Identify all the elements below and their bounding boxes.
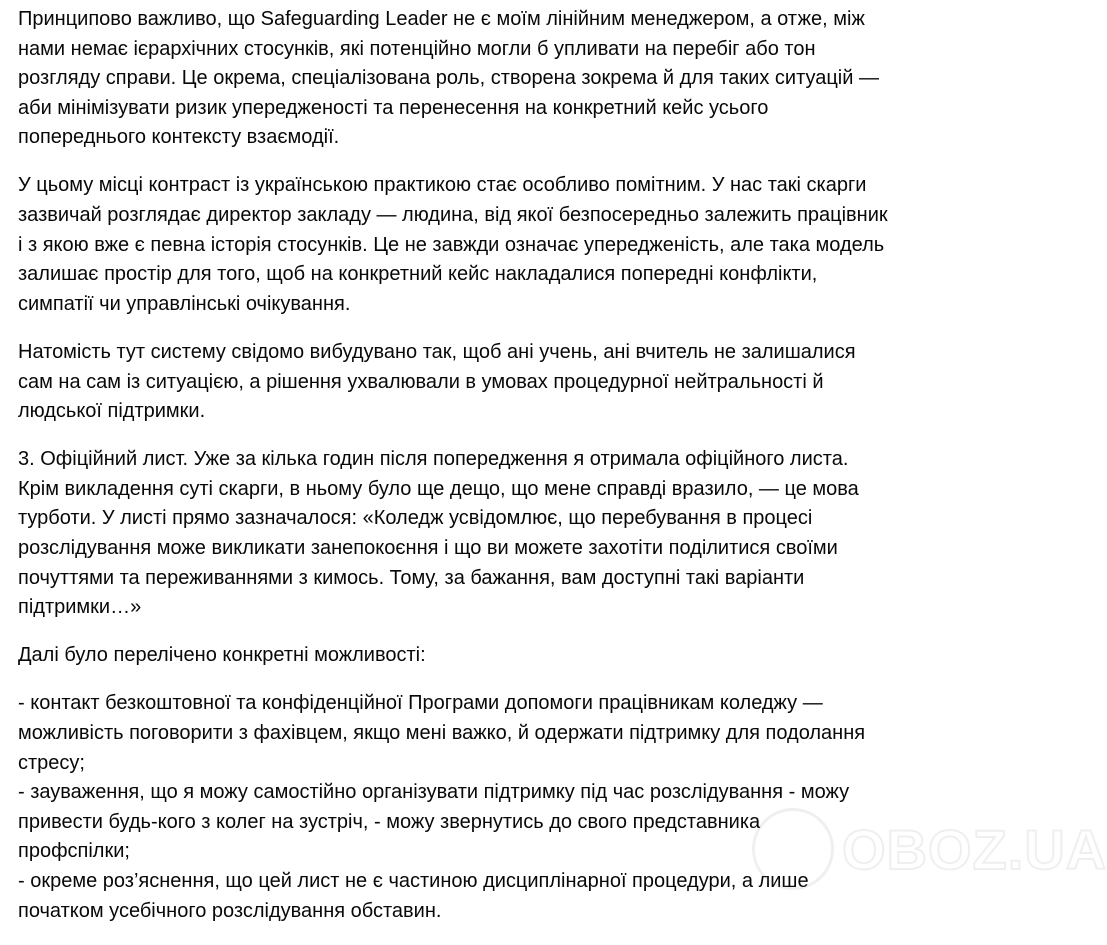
text-line: розгляду справи. Це окрема, спеціалізована роль, створена зокрема й для таких ситуацій — xyxy=(18,67,879,90)
text-line: У цьому місці контраст із українською практикою стає особливо помітним. У нас такі скарги xyxy=(18,174,867,197)
text-line: Крім викладення суті скарги, в ньому було ще дещо, що мене справді вразило, — це мова xyxy=(18,477,859,500)
text-line: підтримки…» xyxy=(18,596,142,619)
text-line: стресу; xyxy=(18,751,85,774)
text-line: 3. Офіційний лист. Уже за кілька годин після попередження я отримала офіційного листа. xyxy=(18,448,849,471)
paragraph xyxy=(18,689,1038,926)
paragraph xyxy=(18,641,1038,671)
paragraph xyxy=(18,338,1038,427)
text-line: привести будь-кого з колег на зустріч, - можу звернутись до свого представника xyxy=(18,810,761,833)
text-line: симпатії чи управлінські очікування. xyxy=(18,292,351,315)
text-line: Натомість тут систему свідомо вибудувано так, щоб ані учень, ані вчитель не залишалися xyxy=(18,340,856,363)
text-line: і з якою вже є певна історія стосунків. Це не завжди означає упередженість, але така модель xyxy=(18,233,885,256)
text-line: залишає простір для того, щоб на конкретний кейс накладалися попередні конфлікти, xyxy=(18,263,818,286)
text-line: - зауваження, що я можу самостійно організувати підтримку під час розслідування - можу xyxy=(18,781,850,804)
text-line: сам на сам із ситуацією, а рішення ухвалювали в умовах процедурної нейтральності й xyxy=(18,370,824,393)
text-line: - окреме роз’яснення, що цей лист не є частиною дисциплінарної процедури, а лише xyxy=(18,869,809,892)
text-line: розслідування може викликати занепокоєння і що ви можете захотіти поділитися своїми xyxy=(18,537,838,559)
text-line: початком усебічного розслідування обставин. xyxy=(18,899,442,922)
text-line: Далі було перелічено конкретні можливості: xyxy=(18,644,426,667)
text-line: почуттями та переживаннями з кимось. Тому, за бажання, вам доступні такі варіанти xyxy=(18,566,805,589)
text-line: аби мінімізувати ризик упередженості та перенесення на конкретний кейс усього xyxy=(18,96,769,119)
text-line: зазвичай розглядає директор закладу — людина, від якої безпосередньо залежить працівник xyxy=(18,204,888,227)
paragraph xyxy=(18,171,1038,319)
post-text xyxy=(18,5,1038,945)
text-line: турботи. У листі прямо зазначалося: «Коледж усвідомлює, що перебування в процесі xyxy=(18,507,813,530)
paragraph xyxy=(18,5,1038,153)
text-line: профспілки; xyxy=(18,840,130,863)
watermark-text: OBOZ.UA xyxy=(842,817,1107,881)
text-line: людської підтримки. xyxy=(18,400,206,423)
text-line: можливість поговорити з фахівцем, якщо мені важко, й одержати підтримку для подолання xyxy=(18,721,866,744)
text-line: - контакт безкоштовної та конфіденційної Програми допомоги працівникам коледжу — xyxy=(18,692,823,715)
text-line: нами немає ієрархічних стосунків, які потенційно могли б упливати на перебіг або тон xyxy=(18,37,816,60)
paragraph xyxy=(18,445,1038,623)
text-line: Принципово важливо, що Safeguarding Leader не є моїм лінійним менеджером, а отже, між xyxy=(18,8,865,30)
text-line: попереднього контексту взаємодії. xyxy=(18,126,340,149)
